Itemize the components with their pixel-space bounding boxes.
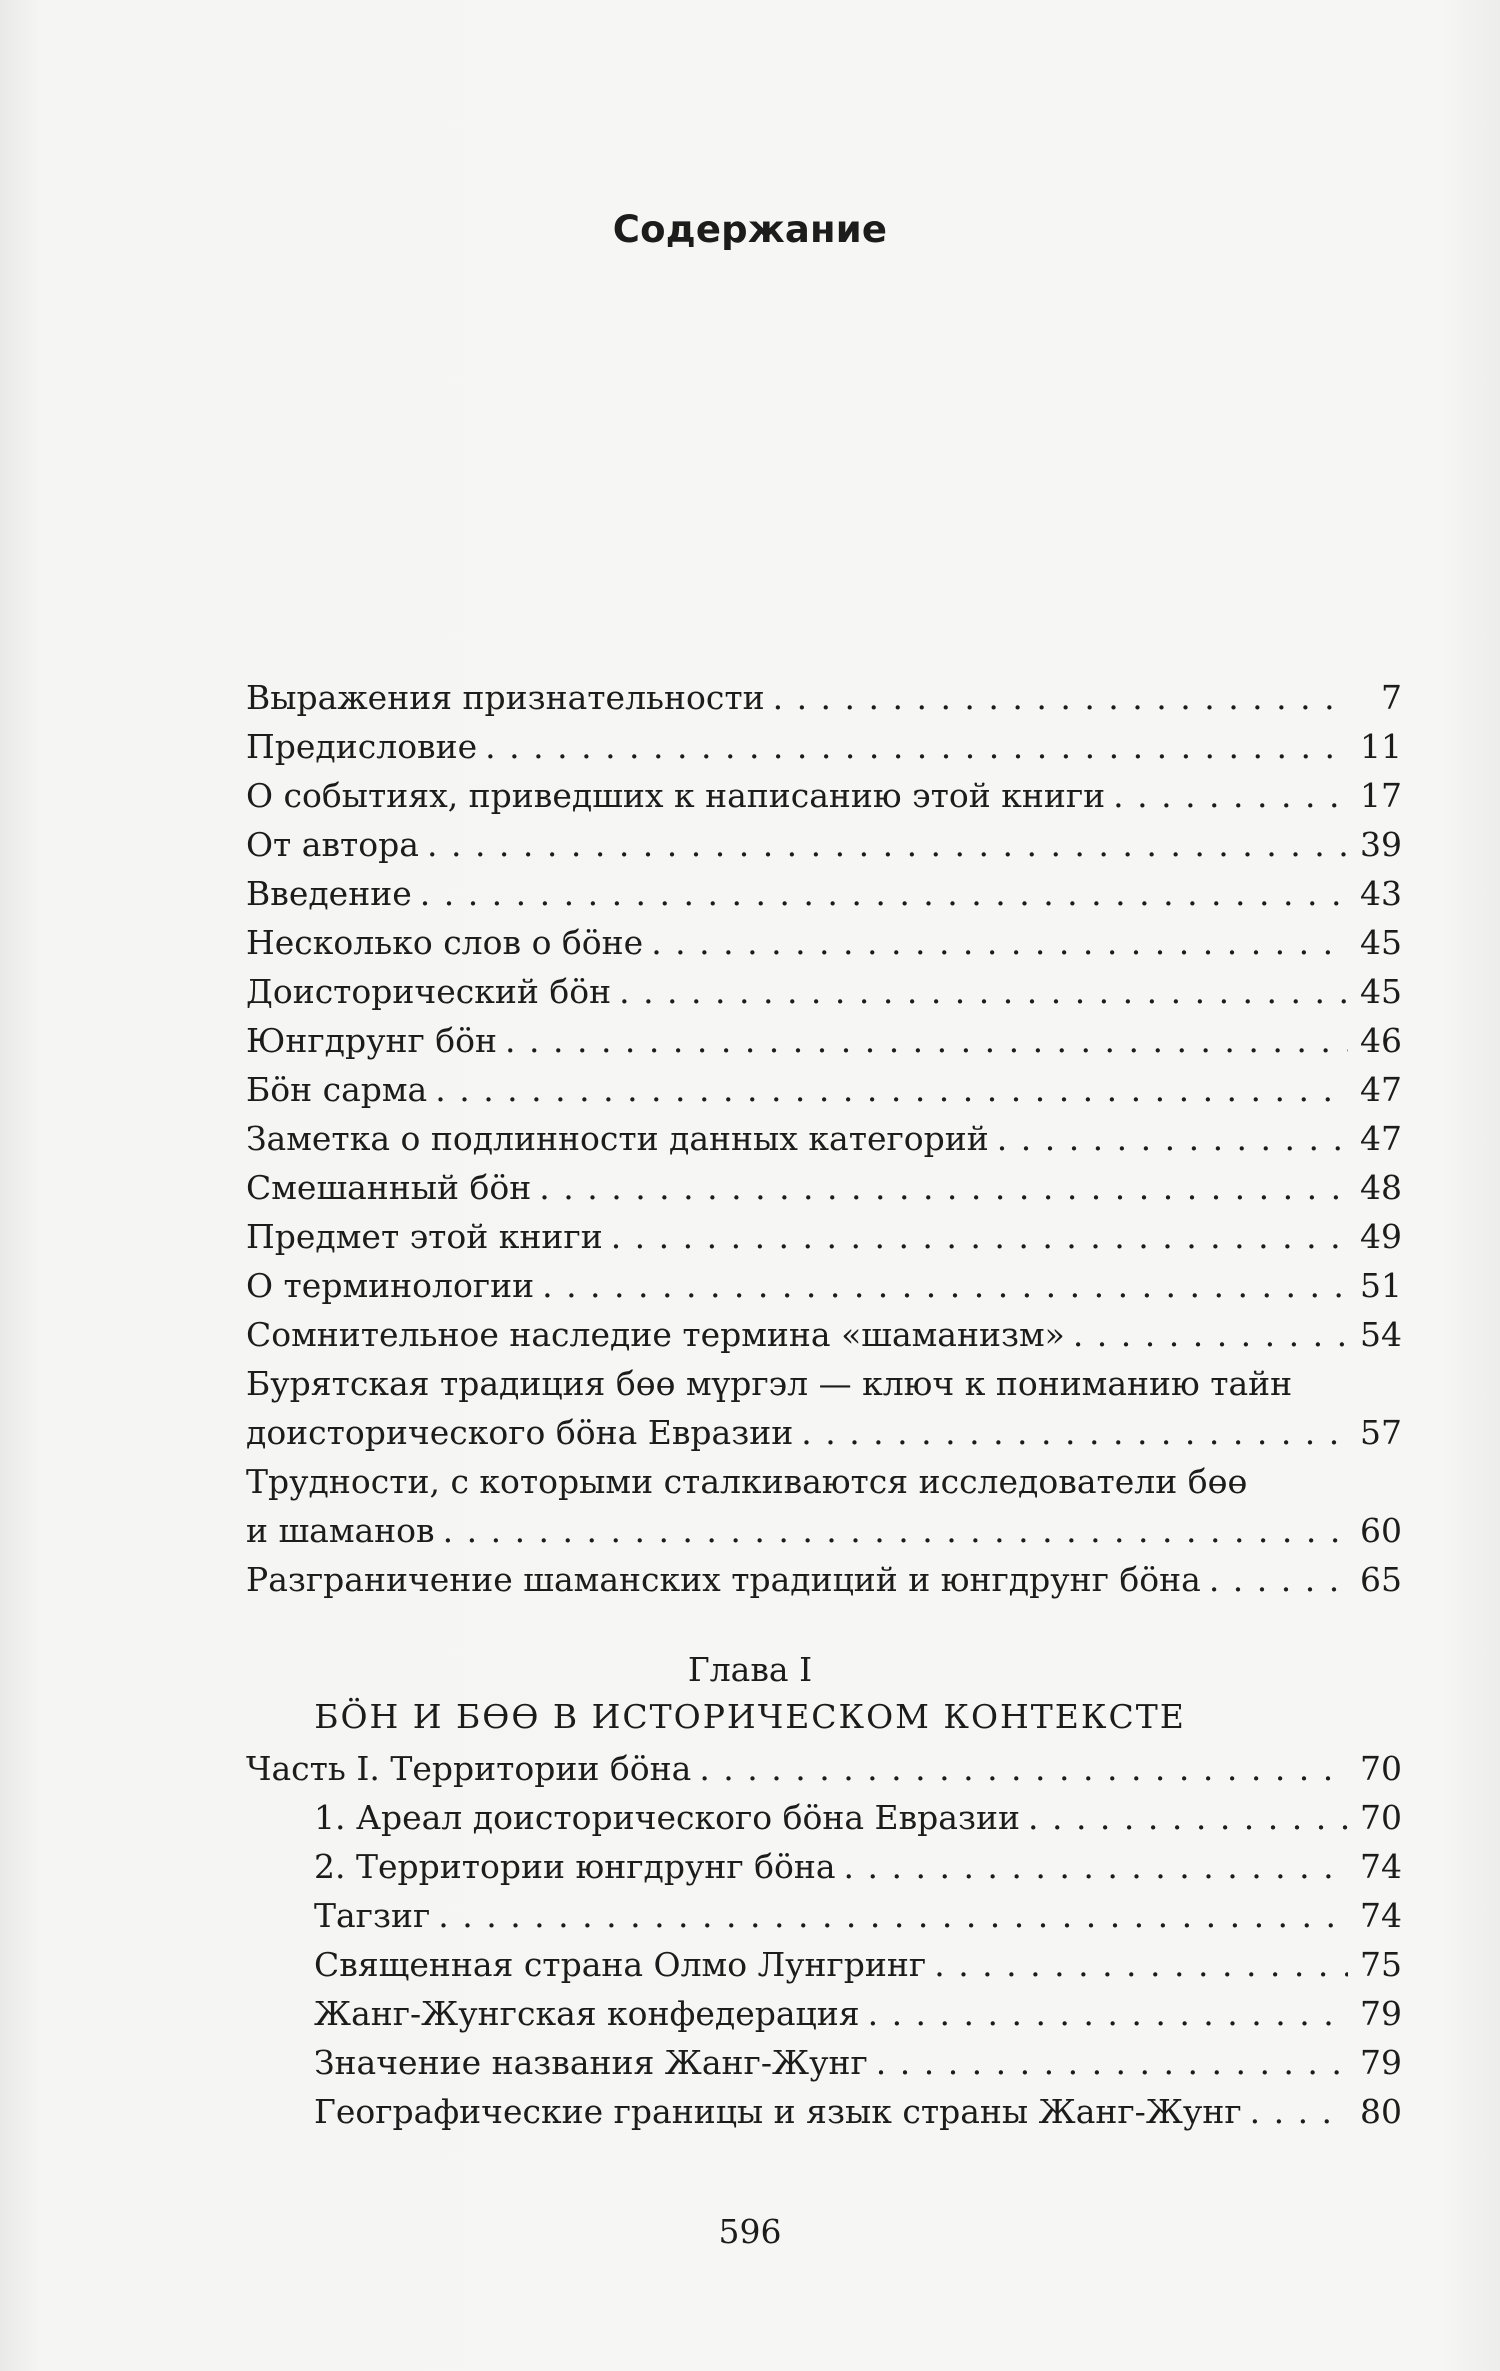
dot-leader bbox=[420, 869, 1348, 918]
toc-entry bbox=[246, 722, 1402, 771]
dot-leader bbox=[542, 1261, 1348, 1310]
toc-entry-page: 79 bbox=[1360, 1994, 1402, 2033]
dot-leader bbox=[868, 1989, 1348, 2038]
toc-entry-first-line: Трудности, с которыми сталкиваются исследователи бөө bbox=[246, 1462, 1248, 1501]
toc-entry-title: 2. Территории юнгдрунг бӧна bbox=[314, 1847, 836, 1886]
dot-leader bbox=[1113, 771, 1348, 820]
toc-entry-page: 39 bbox=[1360, 825, 1402, 864]
toc-entry-title: Смешанный бӧн bbox=[246, 1168, 532, 1207]
dot-leader bbox=[1209, 1555, 1348, 1604]
toc-entry-title: Тагзиг bbox=[314, 1896, 431, 1935]
toc-entry-page: 79 bbox=[1360, 2043, 1402, 2082]
toc-subentry bbox=[246, 2087, 1402, 2136]
dot-leader bbox=[438, 1891, 1348, 1940]
toc-entry-title: От автора bbox=[246, 825, 419, 864]
toc-chapter-1 bbox=[246, 1744, 1402, 2136]
toc-subentry bbox=[246, 1989, 1402, 2038]
toc-entry bbox=[246, 1310, 1402, 1359]
toc-entry-title: Бӧн сарма bbox=[246, 1070, 428, 1109]
toc-entry-title: Выражения признательности bbox=[246, 678, 765, 717]
toc-entry-page: 70 bbox=[1360, 1798, 1402, 1837]
dot-leader bbox=[876, 2038, 1348, 2087]
dot-leader bbox=[485, 722, 1348, 771]
toc-entry bbox=[246, 1506, 1402, 1555]
dot-leader bbox=[651, 918, 1348, 967]
toc-entry-page: 46 bbox=[1360, 1021, 1402, 1060]
dot-leader bbox=[539, 1163, 1348, 1212]
toc-subentry bbox=[246, 1940, 1402, 1989]
dot-leader bbox=[505, 1016, 1348, 1065]
toc-entry bbox=[246, 869, 1402, 918]
toc-entry-page: 80 bbox=[1360, 2092, 1402, 2131]
toc-entry bbox=[246, 1016, 1402, 1065]
toc-entry-page: 74 bbox=[1360, 1896, 1402, 1935]
toc-entry bbox=[246, 1163, 1402, 1212]
page-heading: Содержание bbox=[612, 208, 888, 251]
toc-entry-title: О событиях, приведших к написанию этой книги bbox=[246, 776, 1106, 815]
dot-leader bbox=[801, 1408, 1348, 1457]
chapter-title: БӦН И БӨӨ В ИСТОРИЧЕСКОМ КОНТЕКСТЕ bbox=[314, 1697, 1186, 1736]
toc-entry-title: Жанг-Жунгская конфедерация bbox=[314, 1994, 860, 2033]
toc-entry-page: 60 bbox=[1360, 1511, 1402, 1550]
toc-entry-title: Доисторический бӧн bbox=[246, 972, 612, 1011]
toc-entry-page: 47 bbox=[1360, 1070, 1402, 1109]
toc-entry-page: 75 bbox=[1360, 1945, 1402, 1984]
toc-entry-page: 65 bbox=[1360, 1560, 1402, 1599]
toc-subentry bbox=[246, 1842, 1402, 1891]
toc-entry bbox=[246, 673, 1402, 722]
toc-entry-title: Заметка о подлинности данных категорий bbox=[246, 1119, 989, 1158]
toc-subentry bbox=[246, 1891, 1402, 1940]
toc-entry-title: Священная страна Олмо Лунгринг bbox=[314, 1945, 927, 1984]
toc-entry bbox=[246, 1408, 1402, 1457]
toc-entry-title: Сомнительное наследие термина «шаманизм» bbox=[246, 1315, 1065, 1354]
toc-entry-page: 48 bbox=[1360, 1168, 1402, 1207]
toc-entry-page: 45 bbox=[1360, 972, 1402, 1011]
toc-front-matter bbox=[246, 673, 1402, 1604]
toc-entry bbox=[246, 1261, 1402, 1310]
toc-entry-title: доисторического бӧна Евразии bbox=[246, 1413, 794, 1452]
toc-entry bbox=[246, 771, 1402, 820]
dot-leader bbox=[773, 673, 1348, 722]
toc-entry-title: Введение bbox=[246, 874, 412, 913]
dot-leader bbox=[427, 820, 1348, 869]
dot-leader bbox=[443, 1506, 1348, 1555]
toc-entry-title: Значение названия Жанг-Жунг bbox=[314, 2043, 868, 2082]
dot-leader bbox=[435, 1065, 1348, 1114]
toc-entry-title: О терминологии bbox=[246, 1266, 535, 1305]
toc-entry-title: Предмет этой книги bbox=[246, 1217, 603, 1256]
toc-entry-title: Часть I. Территории бӧна bbox=[246, 1749, 692, 1788]
dot-leader bbox=[1073, 1310, 1348, 1359]
toc-entry bbox=[246, 967, 1402, 1016]
toc-entry bbox=[246, 1555, 1402, 1604]
dot-leader bbox=[1250, 2087, 1348, 2136]
toc-entry-title: и шаманов bbox=[246, 1511, 435, 1550]
toc-entry-page: 57 bbox=[1360, 1413, 1402, 1452]
toc-entry-page: 70 bbox=[1360, 1749, 1402, 1788]
toc-entry bbox=[246, 918, 1402, 967]
toc-entry-title: Несколько слов о бӧне bbox=[246, 923, 644, 962]
dot-leader bbox=[934, 1940, 1348, 1989]
toc-entry-page: 49 bbox=[1360, 1217, 1402, 1256]
toc-entry-page: 45 bbox=[1360, 923, 1402, 962]
toc-entry-page: 43 bbox=[1360, 874, 1402, 913]
toc-entry-title: Разграничение шаманских традиций и юнгдрунг бӧна bbox=[246, 1560, 1201, 1599]
dot-leader bbox=[1028, 1793, 1348, 1842]
toc-subentry bbox=[246, 1793, 1402, 1842]
toc-entry-title: Юнгдрунг бӧн bbox=[246, 1021, 498, 1060]
dot-leader bbox=[699, 1744, 1348, 1793]
dot-leader bbox=[619, 967, 1348, 1016]
dot-leader bbox=[997, 1114, 1348, 1163]
toc-entry-first-line: Бурятская традиция бөө мүргэл — ключ к пониманию тайн bbox=[246, 1364, 1293, 1403]
toc-entry-page: 74 bbox=[1360, 1847, 1402, 1886]
toc-entry-page: 11 bbox=[1360, 727, 1402, 766]
toc-entry-title: 1. Ареал доисторического бӧна Евразии bbox=[314, 1798, 1020, 1837]
toc-entry bbox=[246, 1212, 1402, 1261]
toc-entry-title: Предисловие bbox=[246, 727, 478, 766]
toc-entry-page: 51 bbox=[1360, 1266, 1402, 1305]
toc-entry bbox=[246, 820, 1402, 869]
toc-entry bbox=[246, 1065, 1402, 1114]
dot-leader bbox=[611, 1212, 1348, 1261]
toc-entry bbox=[246, 1744, 1402, 1793]
toc-entry-title: Географические границы и язык страны Жанг-Жунг bbox=[314, 2092, 1242, 2131]
dot-leader bbox=[844, 1842, 1348, 1891]
chapter-label: Глава I bbox=[687, 1650, 813, 1689]
toc-subentry bbox=[246, 2038, 1402, 2087]
toc-entry bbox=[246, 1114, 1402, 1163]
toc-entry-page: 17 bbox=[1360, 776, 1402, 815]
toc-entry-page: 7 bbox=[1381, 678, 1402, 717]
toc-entry-page: 54 bbox=[1360, 1315, 1402, 1354]
page-number: 596 bbox=[718, 2212, 782, 2251]
toc-entry-page: 47 bbox=[1360, 1119, 1402, 1158]
